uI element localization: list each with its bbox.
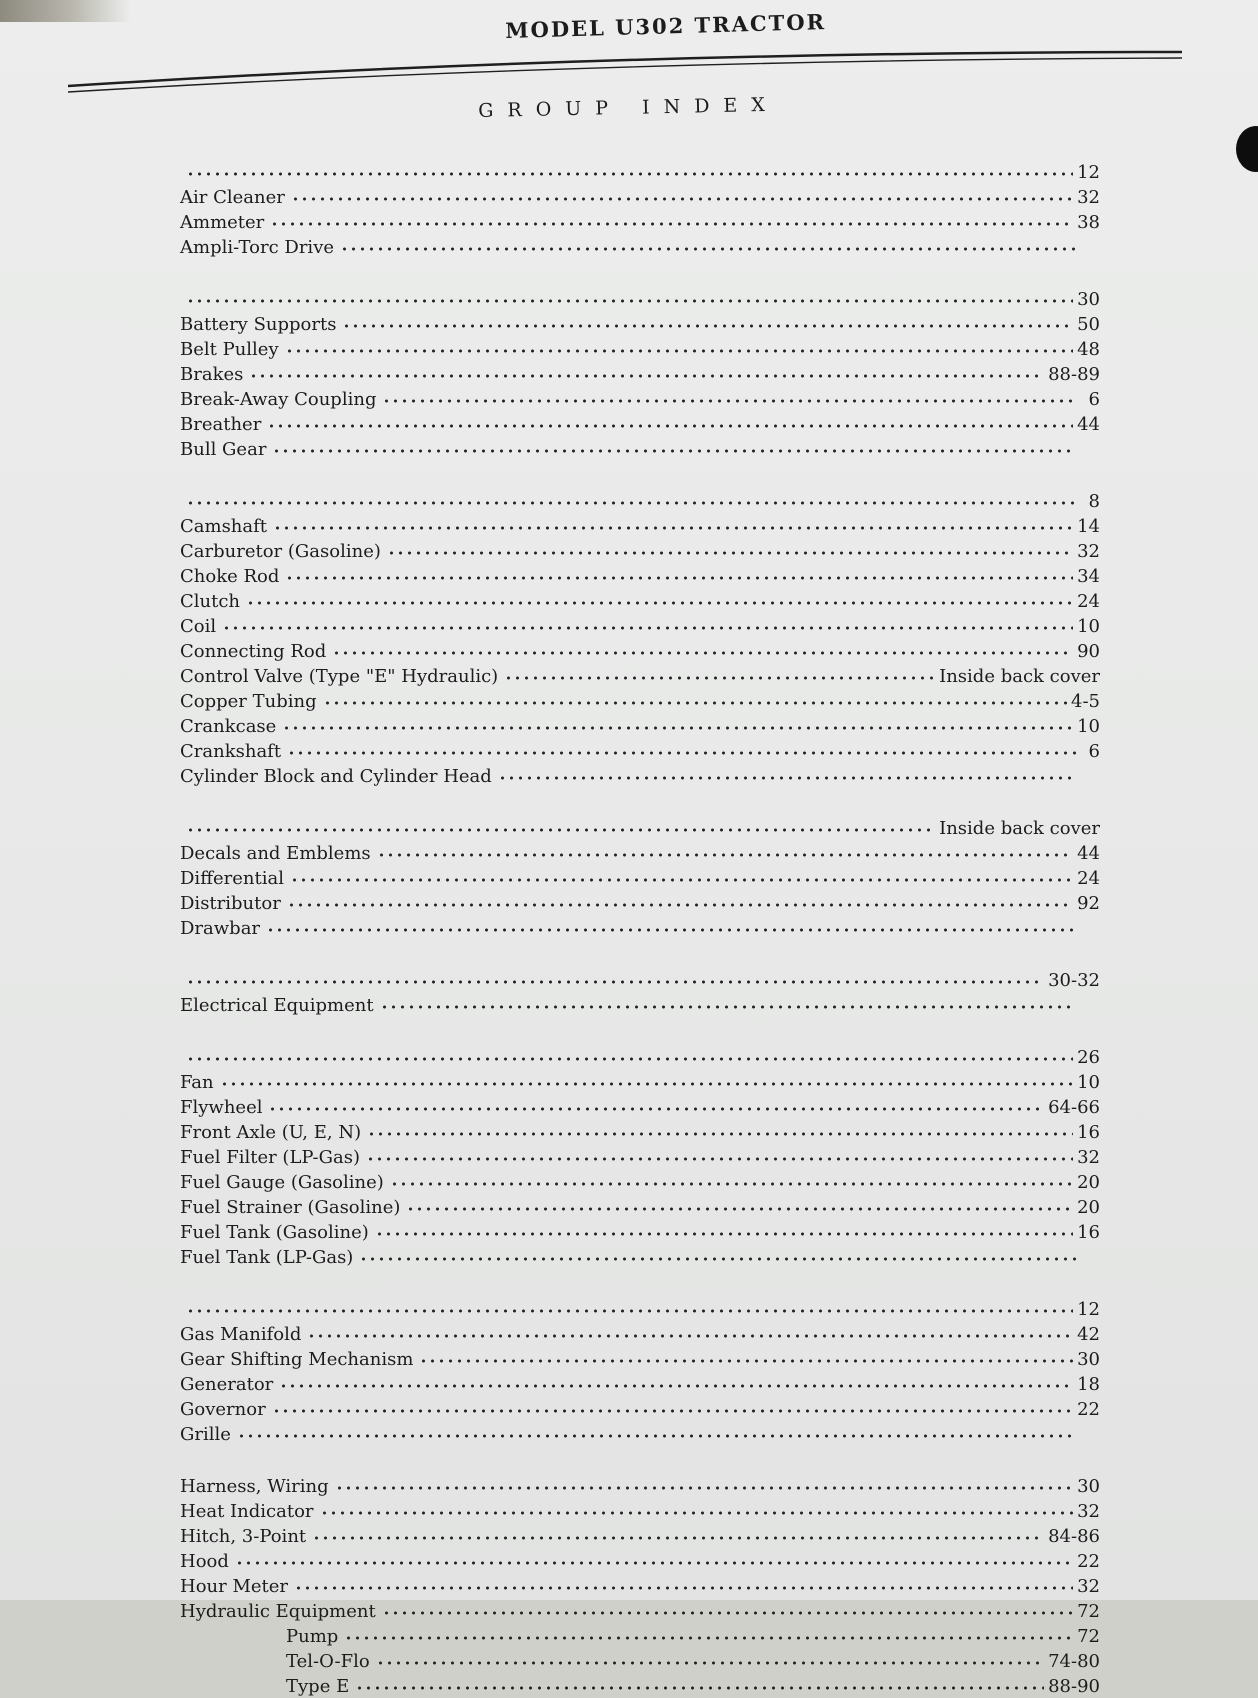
- entry-label: Battery Supports: [180, 314, 337, 335]
- dot-leader: [186, 824, 935, 836]
- entry-label: Heat Indicator: [180, 1501, 314, 1522]
- dot-leader: [375, 1228, 1073, 1240]
- entry-page: 38: [1077, 212, 1100, 233]
- entry-page: 14: [1077, 516, 1100, 537]
- index-entry: [180, 839, 1100, 865]
- entry-page: 88-90: [1048, 1676, 1100, 1697]
- entry-page: 12: [1077, 162, 1100, 183]
- entry-page: 32: [1077, 1576, 1100, 1597]
- entry-page: 30: [1077, 289, 1100, 310]
- entry-page: 10: [1077, 616, 1100, 637]
- index-entry: [180, 1472, 1100, 1498]
- index-entry: [180, 1043, 1100, 1069]
- entry-page: 44: [1077, 843, 1100, 864]
- dot-leader: [249, 370, 1044, 382]
- entry-label: Fuel Tank (LP-Gas): [180, 1247, 354, 1268]
- entry-page: 32: [1077, 187, 1100, 208]
- index-entry: [180, 1143, 1100, 1169]
- header-title: MODEL U302 TRACTOR: [505, 9, 827, 43]
- entry-label: Clutch: [180, 591, 241, 612]
- dot-leader: [272, 445, 1076, 457]
- entry-page: 30-32: [1048, 970, 1100, 991]
- entry-page: 88-89: [1048, 364, 1100, 385]
- entry-label: Fuel Gauge (Gasoline): [180, 1172, 384, 1193]
- dot-leader: [382, 1607, 1073, 1619]
- entry-page: 24: [1077, 591, 1100, 612]
- index-entry: [180, 991, 1100, 1017]
- index-entry: [180, 360, 1100, 386]
- dot-leader: [390, 1178, 1073, 1190]
- entry-page: 18: [1077, 1374, 1100, 1395]
- index-entry: [180, 385, 1100, 411]
- entry-page: 30: [1077, 1476, 1100, 1497]
- index-entry: [180, 864, 1100, 890]
- entry-label: Governor: [180, 1399, 266, 1420]
- dot-leader: [186, 497, 1076, 509]
- dot-leader: [504, 672, 935, 684]
- dot-leader: [376, 1657, 1044, 1669]
- dot-leader: [419, 1355, 1073, 1367]
- dot-leader: [266, 924, 1076, 936]
- entry-label: Harness, Wiring: [180, 1476, 329, 1497]
- entry-label: Choke Rod: [180, 566, 280, 587]
- index-entry: [180, 183, 1100, 209]
- entry-page: 32: [1077, 541, 1100, 562]
- dot-leader: [406, 1203, 1073, 1215]
- entry-page: 22: [1077, 1551, 1100, 1572]
- index-entry: [180, 1672, 1100, 1698]
- entry-label: Hour Meter: [180, 1576, 289, 1597]
- dot-leader: [186, 1305, 1073, 1317]
- dot-leader: [323, 697, 1067, 709]
- entry-label: Fan: [180, 1072, 214, 1093]
- dot-leader: [335, 1482, 1073, 1494]
- entry-label: Pump: [286, 1626, 339, 1647]
- dot-leader: [320, 1507, 1074, 1519]
- entry-page: Inside back cover: [939, 818, 1100, 839]
- entry-page: 32: [1077, 1147, 1100, 1168]
- index-entry: [180, 1572, 1100, 1598]
- index-entry: [180, 1218, 1100, 1244]
- dot-leader: [222, 622, 1073, 634]
- index-entry: [180, 1093, 1100, 1119]
- index-list: [180, 0, 1100, 1697]
- dot-leader: [273, 522, 1073, 534]
- entry-page: 30: [1077, 1349, 1100, 1370]
- index-entry: [180, 1168, 1100, 1194]
- index-entry: [180, 712, 1100, 738]
- dot-leader: [342, 320, 1073, 332]
- dot-leader: [355, 1682, 1044, 1694]
- entry-label: Gas Manifold: [180, 1324, 302, 1345]
- entry-page: 16: [1077, 1222, 1100, 1243]
- entry-label: Hydraulic Equipment: [180, 1601, 376, 1622]
- index-entry: [180, 1118, 1100, 1144]
- dot-leader: [377, 849, 1073, 861]
- dot-leader: [237, 1430, 1076, 1442]
- dot-leader: [287, 899, 1073, 911]
- index-entry: [180, 966, 1100, 992]
- entry-page: 72: [1077, 1601, 1100, 1622]
- index-entry: [180, 637, 1100, 663]
- index-entry: [180, 435, 1100, 461]
- dot-leader: [366, 1153, 1073, 1165]
- index-entry: [180, 1420, 1100, 1446]
- index-entry: [180, 512, 1100, 538]
- index-entry: [180, 1193, 1100, 1219]
- entry-label: Breather: [180, 414, 262, 435]
- index-entry: [180, 1547, 1100, 1573]
- entry-page: 16: [1077, 1122, 1100, 1143]
- entry-label: Front Axle (U, E, N): [180, 1122, 362, 1143]
- entry-page: 32: [1077, 1501, 1100, 1522]
- dot-leader: [186, 168, 1073, 180]
- entry-label: Decals and Emblems: [180, 843, 371, 864]
- index-entry: [180, 1068, 1100, 1094]
- dot-leader: [290, 874, 1073, 886]
- dot-leader: [186, 1053, 1073, 1065]
- index-entry: [180, 737, 1100, 763]
- entry-label: Type E: [286, 1676, 350, 1697]
- index-entry: [180, 587, 1100, 613]
- index-entry: [180, 1395, 1100, 1421]
- entry-page: 72: [1077, 1626, 1100, 1647]
- entry-page: 6: [1088, 741, 1100, 762]
- index-entry: [180, 662, 1100, 688]
- entry-page: 92: [1077, 893, 1100, 914]
- dot-leader: [268, 1103, 1044, 1115]
- dot-leader: [220, 1078, 1074, 1090]
- entry-label: Fuel Tank (Gasoline): [180, 1222, 369, 1243]
- index-entry: [180, 1370, 1100, 1396]
- entry-label: Camshaft: [180, 516, 268, 537]
- entry-page: 8: [1088, 491, 1100, 512]
- index-entry: [180, 208, 1100, 234]
- entry-page: 84-86: [1048, 1526, 1100, 1547]
- dot-leader: [312, 1532, 1044, 1544]
- index-entry: [180, 1345, 1100, 1371]
- index-entry: [180, 562, 1100, 588]
- entry-label: Gear Shifting Mechanism: [180, 1349, 414, 1370]
- entry-page: 64-66: [1048, 1097, 1100, 1118]
- dot-leader: [272, 1405, 1073, 1417]
- entry-page: 10: [1077, 716, 1100, 737]
- index-entry: [180, 335, 1100, 361]
- index-entry: [180, 889, 1100, 915]
- index-entry: [180, 762, 1100, 788]
- entry-label: Flywheel: [180, 1097, 263, 1118]
- entry-label: Electrical Equipment: [180, 995, 374, 1016]
- dot-leader: [287, 747, 1076, 759]
- entry-label: Fuel Strainer (Gasoline): [180, 1197, 401, 1218]
- dot-leader: [267, 420, 1073, 432]
- index-entry: [180, 687, 1100, 713]
- index-entry: [180, 1622, 1100, 1648]
- index-entry: [180, 1320, 1100, 1346]
- entry-label: Differential: [180, 868, 284, 889]
- entry-page: 24: [1077, 868, 1100, 889]
- dot-leader: [246, 597, 1073, 609]
- entry-page: 90: [1077, 641, 1100, 662]
- index-entry: [180, 285, 1100, 311]
- entry-page: 42: [1077, 1324, 1100, 1345]
- dot-leader: [285, 572, 1073, 584]
- entry-label: Distributor: [180, 893, 281, 914]
- dot-leader: [270, 218, 1073, 230]
- index-entry: [180, 1243, 1100, 1269]
- entry-label: Belt Pulley: [180, 339, 279, 360]
- binder-hole: [1236, 126, 1258, 172]
- entry-page: 10: [1077, 1072, 1100, 1093]
- entry-page: 50: [1077, 314, 1100, 335]
- dot-leader: [235, 1557, 1073, 1569]
- dot-leader: [285, 345, 1073, 357]
- entry-page: 48: [1077, 339, 1100, 360]
- entry-page: 22: [1077, 1399, 1100, 1420]
- entry-label: Coil: [180, 616, 217, 637]
- entry-label: Ampli-Torc Drive: [180, 237, 335, 258]
- dot-leader: [344, 1632, 1073, 1644]
- entry-label: Hitch, 3-Point: [180, 1526, 307, 1547]
- entry-page: 74-80: [1048, 1651, 1100, 1672]
- dot-leader: [307, 1330, 1073, 1342]
- entry-page: 6: [1088, 389, 1100, 410]
- dot-leader: [387, 547, 1073, 559]
- entry-label: Copper Tubing: [180, 691, 317, 712]
- index-entry: [180, 310, 1100, 336]
- entry-label: Air Cleaner: [180, 187, 285, 208]
- dot-leader: [359, 1253, 1076, 1265]
- index-entry: [180, 1497, 1100, 1523]
- dot-leader: [498, 772, 1076, 784]
- entry-page: 12: [1077, 1299, 1100, 1320]
- entry-label: Crankshaft: [180, 741, 282, 762]
- entry-label: Brakes: [180, 364, 244, 385]
- dot-leader: [340, 243, 1076, 255]
- dot-leader: [332, 647, 1073, 659]
- entry-label: Cylinder Block and Cylinder Head: [180, 766, 492, 787]
- index-entry: [180, 1295, 1100, 1321]
- index-title: GROUP INDEX: [478, 93, 780, 122]
- dot-leader: [367, 1128, 1073, 1140]
- entry-label: Bull Gear: [180, 439, 267, 460]
- index-entry: [180, 410, 1100, 436]
- dot-leader: [294, 1582, 1073, 1594]
- index-entry: [180, 1647, 1100, 1673]
- entry-label: Connecting Rod: [180, 641, 327, 662]
- entry-label: Tel-O-Flo: [286, 1651, 370, 1672]
- index-entry: [180, 537, 1100, 563]
- index-entry: [180, 1597, 1100, 1623]
- dot-leader: [291, 193, 1073, 205]
- entry-label: Ammeter: [180, 212, 265, 233]
- index-entry: [180, 233, 1100, 259]
- dot-leader: [380, 1001, 1076, 1013]
- entry-page: 34: [1077, 566, 1100, 587]
- entry-page: 20: [1077, 1172, 1100, 1193]
- dot-leader: [186, 295, 1073, 307]
- entry-label: Fuel Filter (LP-Gas): [180, 1147, 360, 1168]
- index-entry: [180, 158, 1100, 184]
- entry-label: Crankcase: [180, 716, 277, 737]
- entry-page: 26: [1077, 1047, 1100, 1068]
- entry-page: Inside back cover: [939, 666, 1100, 687]
- entry-label: Hood: [180, 1551, 229, 1572]
- entry-label: Drawbar: [180, 918, 261, 939]
- dot-leader: [279, 1380, 1073, 1392]
- dot-leader: [382, 395, 1076, 407]
- index-entry: [180, 914, 1100, 940]
- dot-leader: [186, 976, 1044, 988]
- entry-page: 4-5: [1071, 691, 1100, 712]
- entry-label: Grille: [180, 1424, 231, 1445]
- entry-label: Control Valve (Type "E" Hydraulic): [180, 666, 499, 687]
- index-entry: [180, 612, 1100, 638]
- entry-label: Break-Away Coupling: [180, 389, 377, 410]
- entry-label: Carburetor (Gasoline): [180, 541, 381, 562]
- index-entry: [180, 814, 1100, 840]
- dot-leader: [282, 722, 1073, 734]
- entry-label: Generator: [180, 1374, 274, 1395]
- index-entry: [180, 487, 1100, 513]
- index-entry: [180, 1522, 1100, 1548]
- entry-page: 20: [1077, 1197, 1100, 1218]
- entry-page: 44: [1077, 414, 1100, 435]
